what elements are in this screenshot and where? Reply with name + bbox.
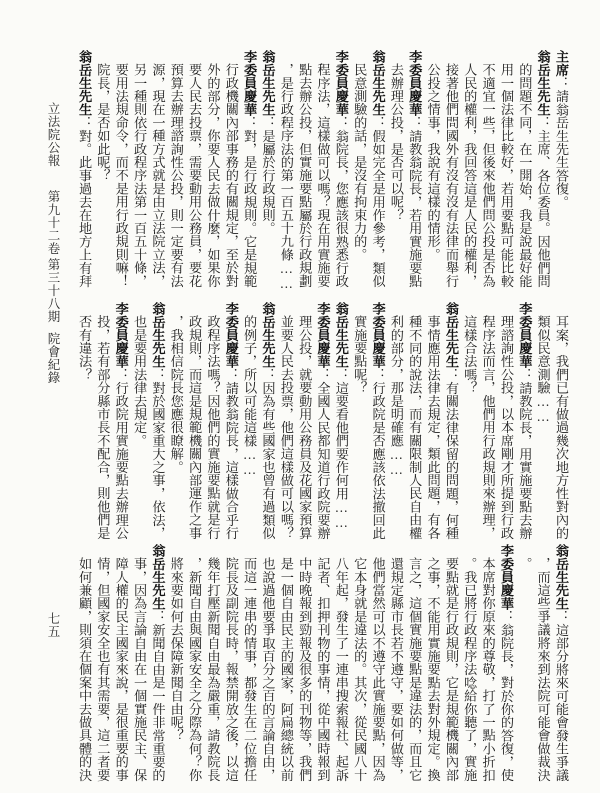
text-column: 李委員慶華：請教院長，用實施要點去辦 — [517, 302, 533, 540]
speaker-name: 李委員慶華 — [517, 302, 533, 368]
text-column: 將來要如何去保障新聞自由呢？ — [168, 557, 184, 742]
speaker-name: 翁岳生先生 — [260, 50, 276, 116]
text-column: 利的部分，那是明確應…… — [388, 315, 404, 478]
speaker-name: 翁岳生先生 — [554, 544, 569, 610]
text-column: 李委員慶華：全國人民都知道行政院要辦 — [315, 302, 331, 540]
text-column: 另一種則依行政程序法第一百五十條， — [132, 63, 148, 288]
text-column: 之事，不能用實施要點去對外規定。換 — [425, 557, 441, 782]
text-column: 用一個法律比較好，若用要點可能比較 — [498, 63, 514, 288]
text-column: 並要人民去投票，他們這樣做可以嗎？ — [278, 315, 294, 540]
text-column: 還規定縣市長若不遵守，要如何做等， — [388, 557, 404, 782]
text-column: 情，但國家安全也有其需要，這二者要 — [95, 557, 111, 782]
text-column: 翁岳生先生：主席、各位委員。因他們問 — [535, 50, 551, 288]
text-column: 主席：請翁岳生先生答復。 — [554, 50, 569, 209]
text-column: 。我已將行政程序法唸給你聽了，實施 — [462, 557, 478, 782]
text-column: 也說過他要爭取百分之百的言論自由， — [260, 557, 276, 782]
publication-title: 立法院公報 — [46, 102, 60, 167]
text-column: 要點就是行政規則，它是規範機關內部 — [443, 557, 459, 782]
text-column: 預算去辦理諮詢性公投，則一定要有法 — [168, 63, 184, 288]
speaker-name: 翁岳生先生 — [150, 544, 166, 610]
text-column: 李委員慶華：翁院長，您應該很熟悉行政 — [333, 50, 349, 288]
text-column: 。 — [517, 557, 533, 571]
text-column: 障人權的民主國家來說，是很重要的事 — [113, 557, 129, 782]
text-column: 點去辦公投，但實施要點屬於行政規劃 — [297, 63, 313, 288]
page-number: 七五 — [46, 612, 60, 638]
text-column: 程序法，這樣做可以嗎？現在用實施要 — [315, 63, 331, 288]
text-column: 翁岳生先生：假如完全是用作參考，類似 — [370, 50, 386, 288]
text-column: 不適宜一些，但後來他們問公投是否為 — [480, 63, 496, 288]
text-column: 李委員慶華：行政院是否應該依法撤回此 — [370, 302, 386, 540]
text-column: 翁岳生先生：這要看他們要作何用…… — [333, 302, 349, 530]
speaker-name: 李委員慶華 — [223, 302, 239, 368]
text-column: 李委員慶華：請教翁院長，這樣做合乎行 — [223, 302, 239, 540]
text-column: 類似民意測驗…… — [535, 315, 551, 425]
text-column: 翁岳生先生：因為有些國家也曾有過類似 — [260, 302, 276, 540]
text-column: 也是要用法律去規定。 — [132, 315, 148, 448]
text-column: 李委員慶華：翁院長，對於你的答復，使 — [498, 544, 514, 782]
volume-label: 第九十二卷 — [46, 190, 60, 255]
speaker-name: 主席 — [554, 50, 569, 77]
text-column: 理諮詢性公投，以本席剛才所提到行政 — [498, 315, 514, 540]
speaker-name: 翁岳生先生 — [333, 302, 349, 368]
text-column: 否有違法？ — [77, 315, 93, 382]
text-column: ，而這些爭議將來到法院可能會做裁決 — [535, 557, 551, 782]
text-column: 它本身就是違法的。其次，從民國八十 — [352, 557, 368, 782]
text-column: 是一個自由民主的國家，阿扁總統以前 — [278, 557, 294, 782]
section-label: 院會紀錄 — [46, 332, 60, 384]
text-column: 翁岳生先生：對於國家重大之事，依法， — [150, 302, 166, 540]
text-column: 政規則，而這是規範機關內部運作之事 — [187, 315, 203, 540]
speaker-name: 李委員慶華 — [498, 544, 514, 610]
issue-label: 第三十八期 — [46, 258, 60, 323]
speaker-name: 李委員慶華 — [333, 50, 349, 116]
text-column: 耳案，我們已有做過幾次地方性對內的 — [554, 315, 569, 540]
text-column: 而這一連串的情事，都發生在二位擔任 — [242, 557, 258, 782]
text-column: 行政機關內部事務的有關規定，至於對 — [223, 63, 239, 288]
speaker-name: 李委員慶華 — [370, 302, 386, 368]
text-column: 如何兼顧，則須在個案中去做具體的決 — [77, 557, 93, 782]
text-band-bottom — [75, 544, 570, 786]
text-column: 中時晚報到勁報及很多的刊物等，我們 — [297, 557, 313, 782]
text-column: 的例子，所以可能這樣…… — [242, 315, 258, 478]
text-column: 翁岳生先生：這部分將來可能會發生爭議 — [554, 544, 569, 782]
text-band-top — [75, 50, 570, 292]
text-column: 翁岳生先生：新聞自由是一件非常重要的 — [150, 544, 166, 782]
text-column: 種不同的說法，而有關限制人民自由權 — [407, 315, 423, 540]
text-column: 本席對你原來的尊敬，打了一點小折扣 — [480, 557, 496, 782]
speaker-name: 李委員慶華 — [113, 302, 129, 368]
speaker-name: 翁岳生先生 — [150, 302, 166, 368]
text-column: 事，因為言論自由在一個實施民主、保 — [132, 557, 148, 782]
text-band-middle — [75, 302, 570, 544]
text-column: 翁岳生先生：是屬於行政規則。 — [260, 50, 276, 235]
text-column: 李委員慶華：對，是行政規則。它是規範 — [242, 50, 258, 288]
text-column: 這樣合法嗎？ — [462, 315, 478, 395]
text-column: 外的部分，你要人民去做什麼，如果你 — [205, 63, 221, 288]
text-column: 投，若有部分縣市長不配合，則他們是 — [95, 315, 111, 540]
text-column: 要用法規命令，而不是用行政規則嘛！ — [113, 63, 129, 288]
text-column: 要人民去投票，需要動用公務員，要花 — [187, 63, 203, 288]
text-column: ，新聞自由與國家安全之分際為何？你 — [187, 557, 203, 782]
speaker-name: 李委員慶華 — [315, 302, 331, 368]
speaker-name: 李委員慶華 — [242, 50, 258, 116]
text-column: ，是行政程序法的第一百五十九條…… — [278, 63, 294, 292]
speaker-name: 翁岳生先生 — [77, 50, 93, 116]
text-column: 李委員慶華：行政院用實施要點去辦理公 — [113, 302, 129, 540]
text-column: 人民的權利，我回答這是人民的權利， — [462, 63, 478, 288]
text-column: 事情應用法律去規定，類此問題，有各 — [425, 315, 441, 540]
text-column: 李委員慶華：請教翁院長，若用實施要點 — [407, 50, 423, 288]
text-column: 院長，是否如此呢？ — [95, 63, 111, 182]
text-column: 翁岳生先生：對。此事過去在地方上有拜 — [77, 50, 93, 288]
speaker-name: 翁岳生先生 — [260, 302, 276, 368]
speaker-name: 翁岳生先生 — [535, 50, 551, 116]
text-column: 言之，這個實施要點是違法的，而且它 — [407, 557, 423, 782]
speaker-name: 李委員慶華 — [407, 50, 423, 116]
text-column: 程序法而言，他們用行政規則來辦理， — [480, 315, 496, 540]
text-column: 記者、扣押刊物的事情，從中國時報到 — [315, 557, 331, 782]
text-column: 源，現在一種方式就是由立法院立法， — [150, 63, 166, 288]
text-column: 去辦理公投，是否可以呢？ — [388, 63, 404, 222]
text-column: 公投之情事，我說有這樣的情形。 — [425, 63, 441, 262]
speaker-name: 翁岳生先生 — [443, 302, 459, 368]
text-column: 理公投，就要動用公務員及花國家預算 — [297, 315, 313, 540]
text-column: 的問題不同，在一開始，我是說最好能 — [517, 63, 533, 288]
text-column: ，我相信院長您應很瞭解。 — [168, 315, 184, 474]
text-column: 接著他們問國外有沒有沒有法律而舉行 — [443, 63, 459, 288]
text-column: 民意測驗的話，是沒有拘束力的。 — [352, 63, 368, 262]
text-column: 政程序法嗎？因他們的實施要點就是行 — [205, 315, 221, 540]
text-column: 幾年打壓新聞自由最為嚴重，請教院長 — [205, 557, 221, 782]
text-column: 翁岳生先生：有關法律保留的問題，何種 — [443, 302, 459, 540]
speaker-name: 翁岳生先生 — [370, 50, 386, 116]
text-column: 院長及副院長時，報禁開放之後，以這 — [223, 557, 239, 782]
text-column: 八年起，發生了一連串搜索報社、起訴 — [333, 557, 349, 782]
text-column: 他們當然可以不遵守此實施要點，因為 — [370, 557, 386, 782]
text-column: 實施要點呢？ — [352, 315, 368, 395]
